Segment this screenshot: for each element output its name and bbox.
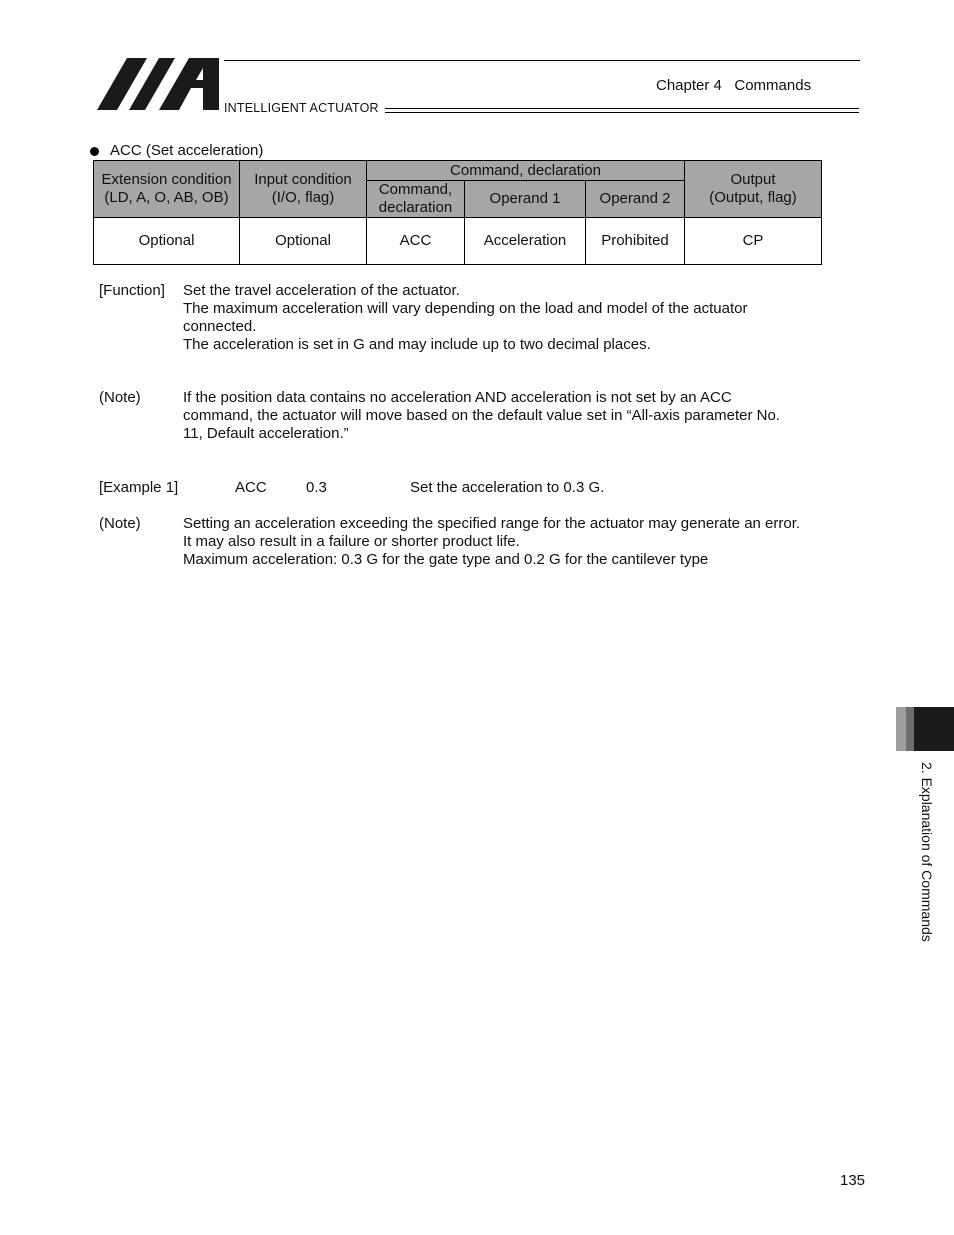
header-operand2: Operand 2 bbox=[586, 181, 685, 218]
header-command-group: Command, declaration bbox=[367, 161, 685, 181]
chapter-title: Chapter 4 Commands bbox=[656, 77, 812, 94]
function-label: [Function] bbox=[99, 282, 165, 299]
text-line: Setting an acceleration exceeding the specified range for the actuator may generate an error. bbox=[183, 515, 801, 532]
text-line: Maximum acceleration: 0.3 G for the gate type and 0.2 G for the cantilever type bbox=[183, 551, 709, 568]
note-label: (Note) bbox=[99, 389, 141, 406]
header-text: (I/O, flag) bbox=[271, 189, 335, 206]
text-line: connected. bbox=[183, 318, 257, 335]
chapter-tab-marker bbox=[896, 707, 954, 751]
header-rule bbox=[224, 60, 860, 61]
header-text: Output bbox=[730, 171, 776, 188]
cell-extension: Optional bbox=[94, 218, 240, 265]
header-text: (LD, A, O, AB, OB) bbox=[104, 189, 229, 206]
text-line: The maximum acceleration will vary depending on the load and model of the actuator bbox=[183, 300, 748, 317]
text-line: If the position data contains no acceleration AND acceleration is not set by an ACC bbox=[183, 389, 732, 406]
iai-logo bbox=[97, 58, 219, 110]
brand-name: INTELLIGENT ACTUATOR bbox=[224, 101, 379, 115]
text-line: command, the actuator will move based on the default value set in “All-axis parameter No. bbox=[183, 407, 780, 424]
cell-operand1: Acceleration bbox=[465, 218, 586, 265]
cell-operand2: Prohibited bbox=[586, 218, 685, 265]
header-command bbox=[367, 181, 465, 218]
function-text bbox=[183, 282, 833, 354]
header-text: Input condition bbox=[254, 171, 352, 188]
text-line: 11, Default acceleration.” bbox=[183, 425, 349, 442]
cell-output: CP bbox=[685, 218, 822, 265]
header-output bbox=[685, 161, 822, 218]
cell-command: ACC bbox=[367, 218, 465, 265]
example-command: ACC bbox=[235, 479, 267, 496]
header-extension-condition bbox=[94, 161, 240, 218]
example-description: Set the acceleration to 0.3 G. bbox=[410, 479, 605, 496]
text-line: The acceleration is set in G and may include up to two decimal places. bbox=[183, 336, 651, 353]
command-table bbox=[93, 160, 822, 265]
text-line: It may also result in a failure or shorter product life. bbox=[183, 533, 520, 550]
bullet-icon bbox=[90, 147, 99, 156]
header-text: Command, bbox=[378, 181, 453, 198]
header-double-rule bbox=[385, 108, 859, 113]
header-text: Extension condition bbox=[101, 171, 232, 188]
section-heading bbox=[90, 142, 263, 159]
header-text: declaration bbox=[378, 199, 453, 216]
note-text bbox=[183, 389, 833, 443]
cell-input: Optional bbox=[240, 218, 367, 265]
side-section-label bbox=[917, 762, 937, 972]
header-input-condition bbox=[240, 161, 367, 218]
note-label: (Note) bbox=[99, 515, 141, 532]
example-label: [Example 1] bbox=[99, 479, 179, 496]
note-text bbox=[183, 515, 883, 569]
page-number: 135 bbox=[840, 1172, 866, 1189]
text-line: Set the travel acceleration of the actuator. bbox=[183, 282, 460, 299]
example-operand: 0.3 bbox=[306, 479, 327, 496]
section-title: ACC (Set acceleration) bbox=[110, 142, 264, 159]
side-label-text: 2. Explanation of Commands bbox=[919, 762, 935, 942]
header-operand1: Operand 1 bbox=[465, 181, 586, 218]
header-text: (Output, flag) bbox=[709, 189, 797, 206]
